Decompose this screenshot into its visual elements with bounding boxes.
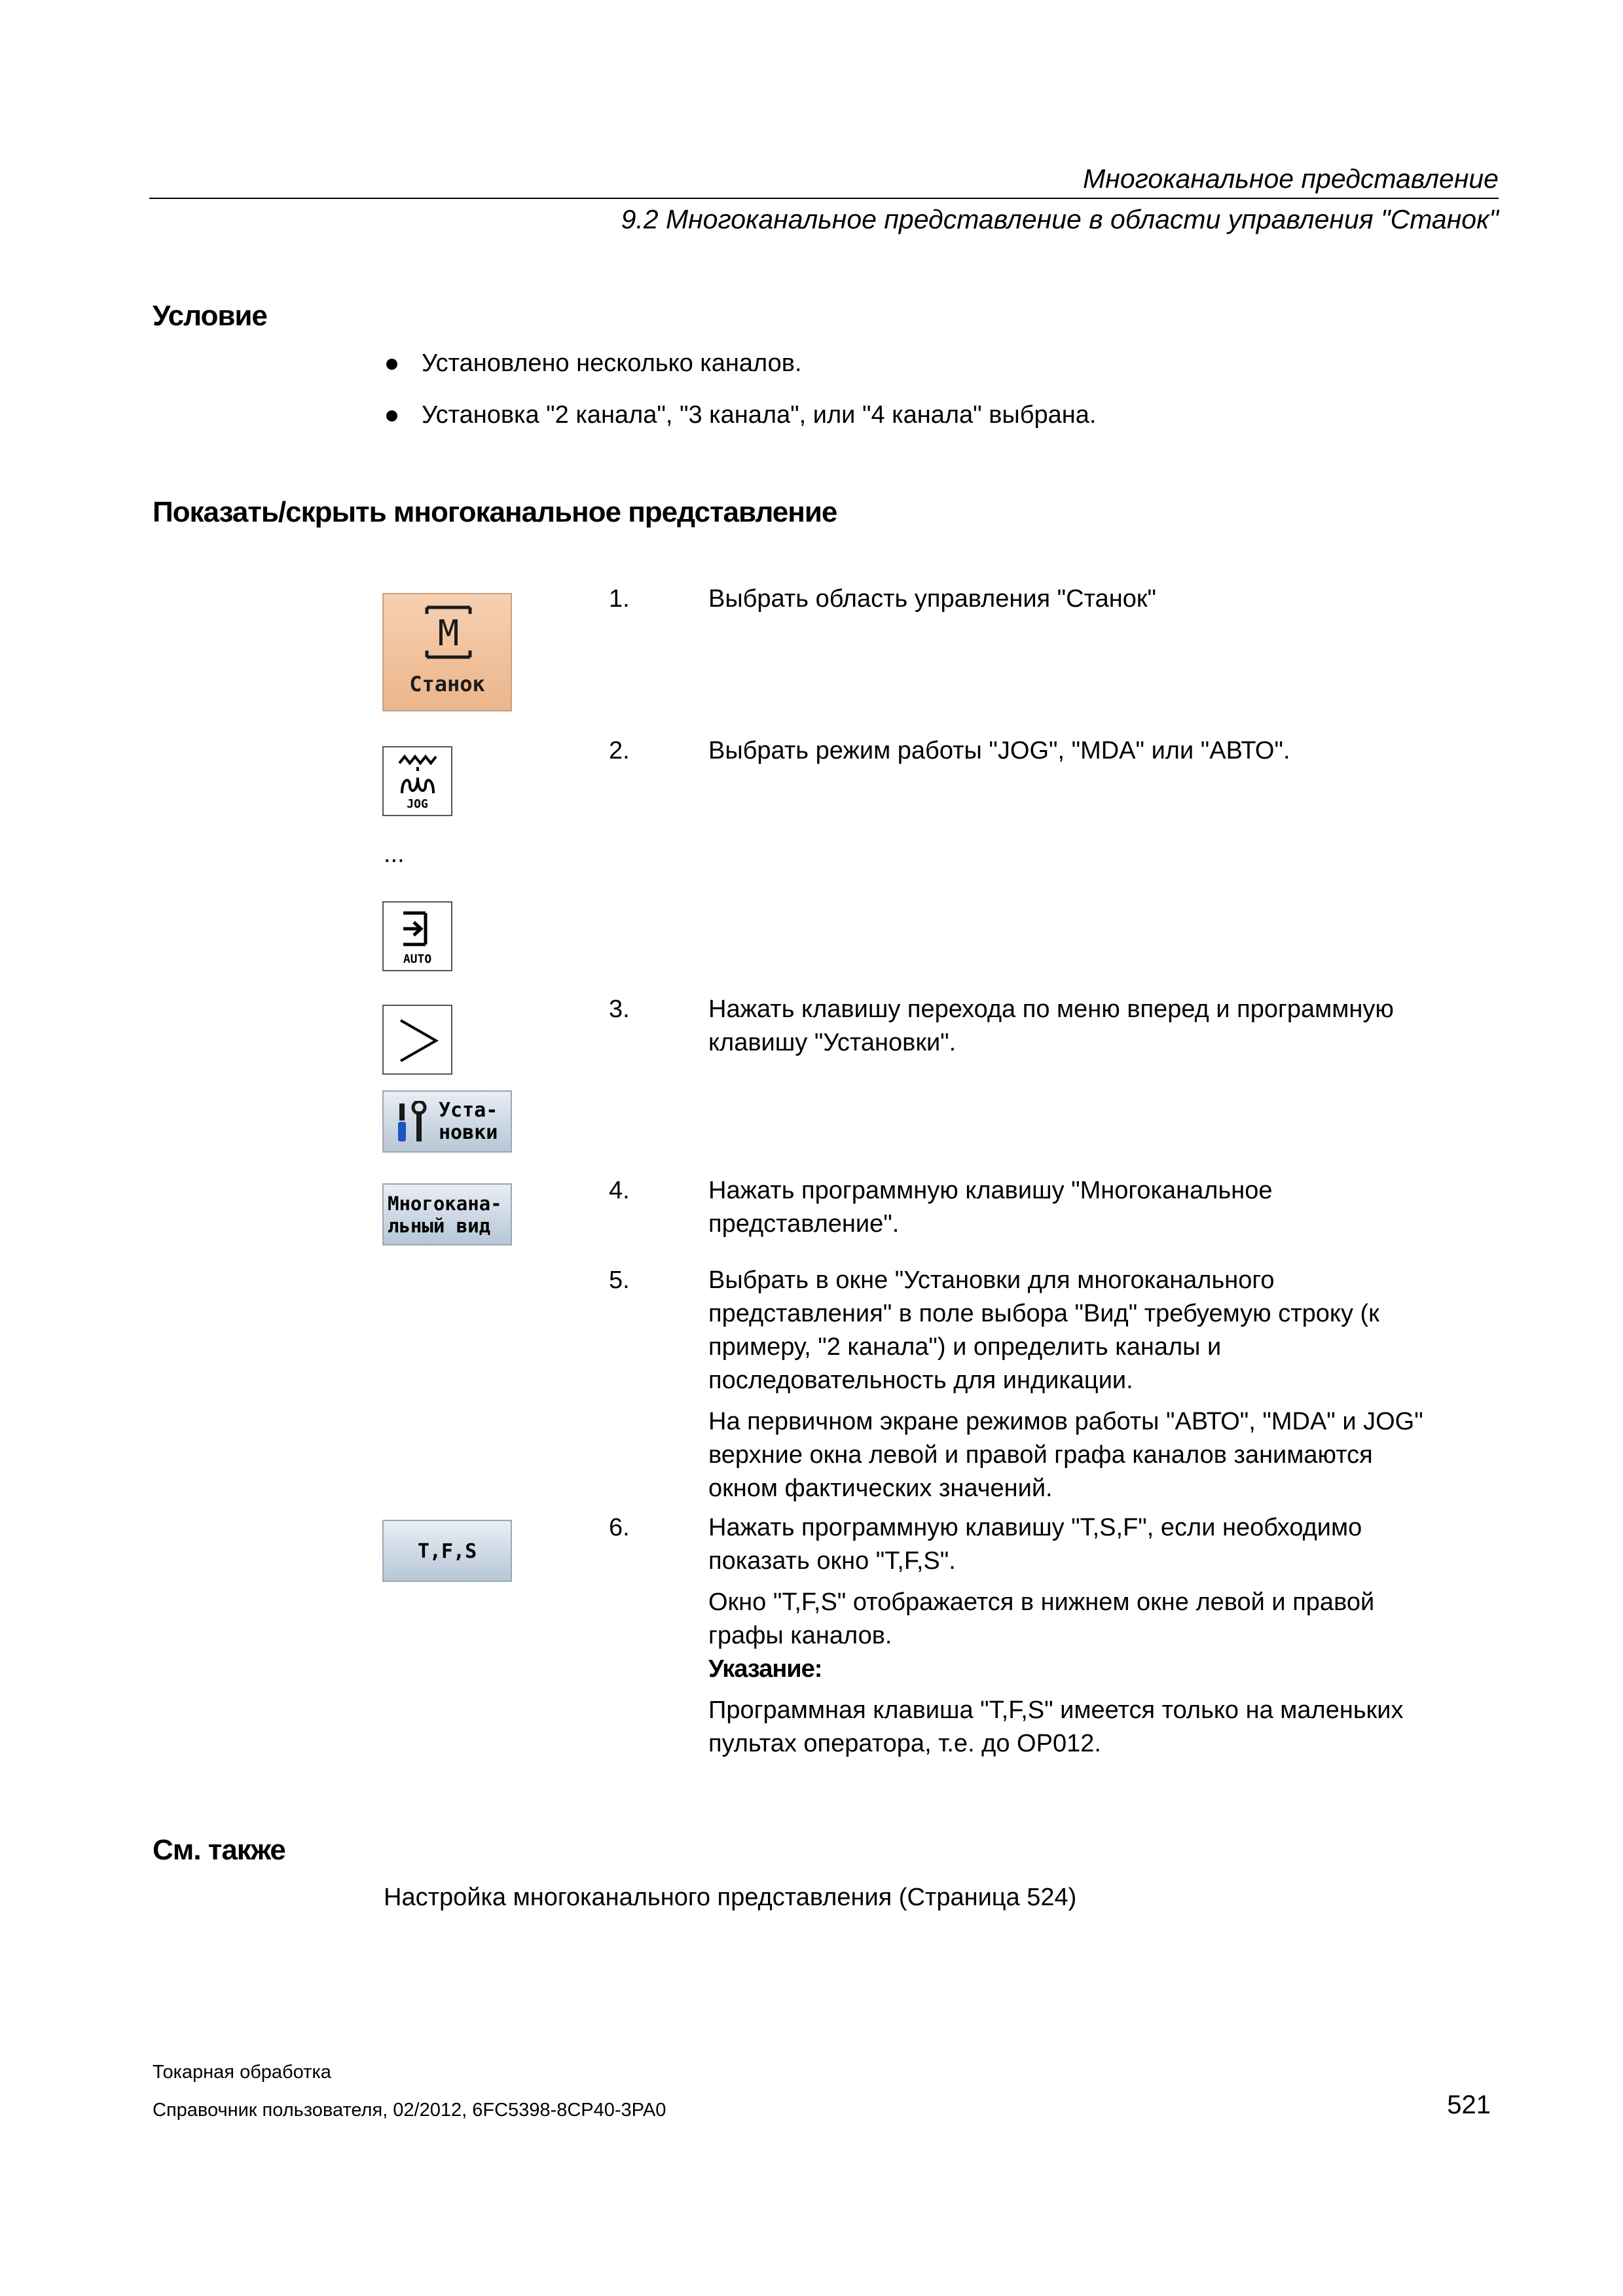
machine-area-key[interactable] <box>382 593 512 711</box>
step-line: окном фактических значений. <box>708 1475 1053 1502</box>
step-6-text <box>708 1511 1514 1761</box>
bullet-icon <box>386 410 397 422</box>
step-line: показать окно "T,F,S". <box>708 1547 956 1575</box>
step-line: последовательность для индикации. <box>708 1367 1133 1394</box>
running-header-chapter: Многоканальное представление <box>1083 164 1499 194</box>
settings-softkey-label-2: новки <box>439 1121 498 1144</box>
tools-icon <box>395 1101 428 1144</box>
multichannel-view-softkey[interactable] <box>382 1183 512 1246</box>
step-line: Выбрать режим работы "JOG", "MDA" или "АВТО". <box>708 737 1290 764</box>
note-line: Программная клавиша "T,F,S" имеется только на маленьких <box>708 1696 1404 1724</box>
step-3-number: 3. <box>609 996 630 1023</box>
step-1-number: 1. <box>609 585 630 613</box>
tfs-softkey-label: T,F,S <box>417 1540 477 1563</box>
multichannel-softkey-label-2: льный вид <box>388 1215 491 1237</box>
step-line: Окно "T,F,S" отображается в нижнем окне левой и правой <box>708 1588 1375 1616</box>
menu-forward-key[interactable] <box>382 1005 452 1075</box>
step-2-number: 2. <box>609 737 630 764</box>
note-heading: Указание: <box>708 1655 822 1683</box>
machine-glyph: M <box>437 613 460 654</box>
see-also-heading: См. также <box>153 1834 285 1866</box>
settings-softkey[interactable] <box>382 1090 512 1153</box>
step-line: клавишу "Установки". <box>708 1029 957 1056</box>
step-line: графы каналов. <box>708 1622 892 1649</box>
jog-wave-icon <box>397 754 439 796</box>
step-line: Выбрать область управления "Станок" <box>708 585 1156 613</box>
step-line: Выбрать в окне "Установки для многоканального <box>708 1266 1275 1294</box>
step-line: представления" в поле выбора "Вид" требуемую строку (к <box>708 1300 1379 1327</box>
header-rule <box>149 198 1499 199</box>
auto-key[interactable] <box>382 901 452 971</box>
condition-heading: Условие <box>153 300 267 332</box>
see-also-link[interactable]: Настройка многоканального представления (Страница 524) <box>384 1884 1077 1911</box>
auto-arrow-icon <box>399 909 439 948</box>
note-line: пультах оператора, т.е. до OP012. <box>708 1730 1101 1757</box>
ellipsis: ... <box>384 840 405 868</box>
step-line: верхние окна левой и правой графа каналов занимаются <box>708 1441 1373 1469</box>
step-3-text <box>708 993 1514 1060</box>
step-6-number: 6. <box>609 1514 630 1541</box>
jog-key-label: JOG <box>407 797 428 811</box>
step-2-text <box>708 734 1514 768</box>
tfs-softkey[interactable] <box>382 1520 512 1582</box>
step-5-number: 5. <box>609 1266 630 1294</box>
footer-line-1: Токарная обработка <box>153 2062 331 2083</box>
step-line: Нажать клавишу перехода по меню вперед и программную <box>708 996 1394 1023</box>
step-line: На первичном экране режимов работы "АВТО", "MDA" и JOG" <box>708 1408 1423 1435</box>
step-line: Нажать программную клавишу "T,S,F", если необходимо <box>708 1514 1362 1541</box>
step-line: примеру, "2 канала") и определить каналы и <box>708 1333 1222 1361</box>
bullet-icon <box>386 359 397 370</box>
condition-bullet-2: Установка "2 канала", "3 канала", или "4 канала" выбрана. <box>422 401 1097 429</box>
settings-softkey-label-1: Уста- <box>439 1099 498 1122</box>
page-number: 521 <box>1447 2090 1491 2119</box>
show-hide-heading: Показать/скрыть многоканальное представление <box>153 496 837 528</box>
jog-key[interactable] <box>382 746 452 816</box>
chevron-right-icon <box>397 1018 440 1064</box>
multichannel-softkey-label-1: Многокана- <box>388 1193 502 1215</box>
footer-line-2: Справочник пользователя, 02/2012, 6FC5398-8CP40-3PA0 <box>153 2100 666 2121</box>
running-header-section: 9.2 Многоканальное представление в области управления "Станок" <box>621 204 1499 234</box>
machine-key-label: Станок <box>409 672 485 696</box>
auto-key-label: AUTO <box>403 952 432 966</box>
step-line: Нажать программную клавишу "Многоканальное <box>708 1177 1273 1204</box>
condition-bullet-1: Установлено несколько каналов. <box>422 350 802 377</box>
step-line: представление". <box>708 1210 900 1238</box>
step-5-text <box>708 1264 1514 1505</box>
step-4-number: 4. <box>609 1177 630 1204</box>
step-4-text <box>708 1174 1514 1241</box>
step-1-text <box>708 583 1514 616</box>
machine-icon <box>424 605 473 660</box>
